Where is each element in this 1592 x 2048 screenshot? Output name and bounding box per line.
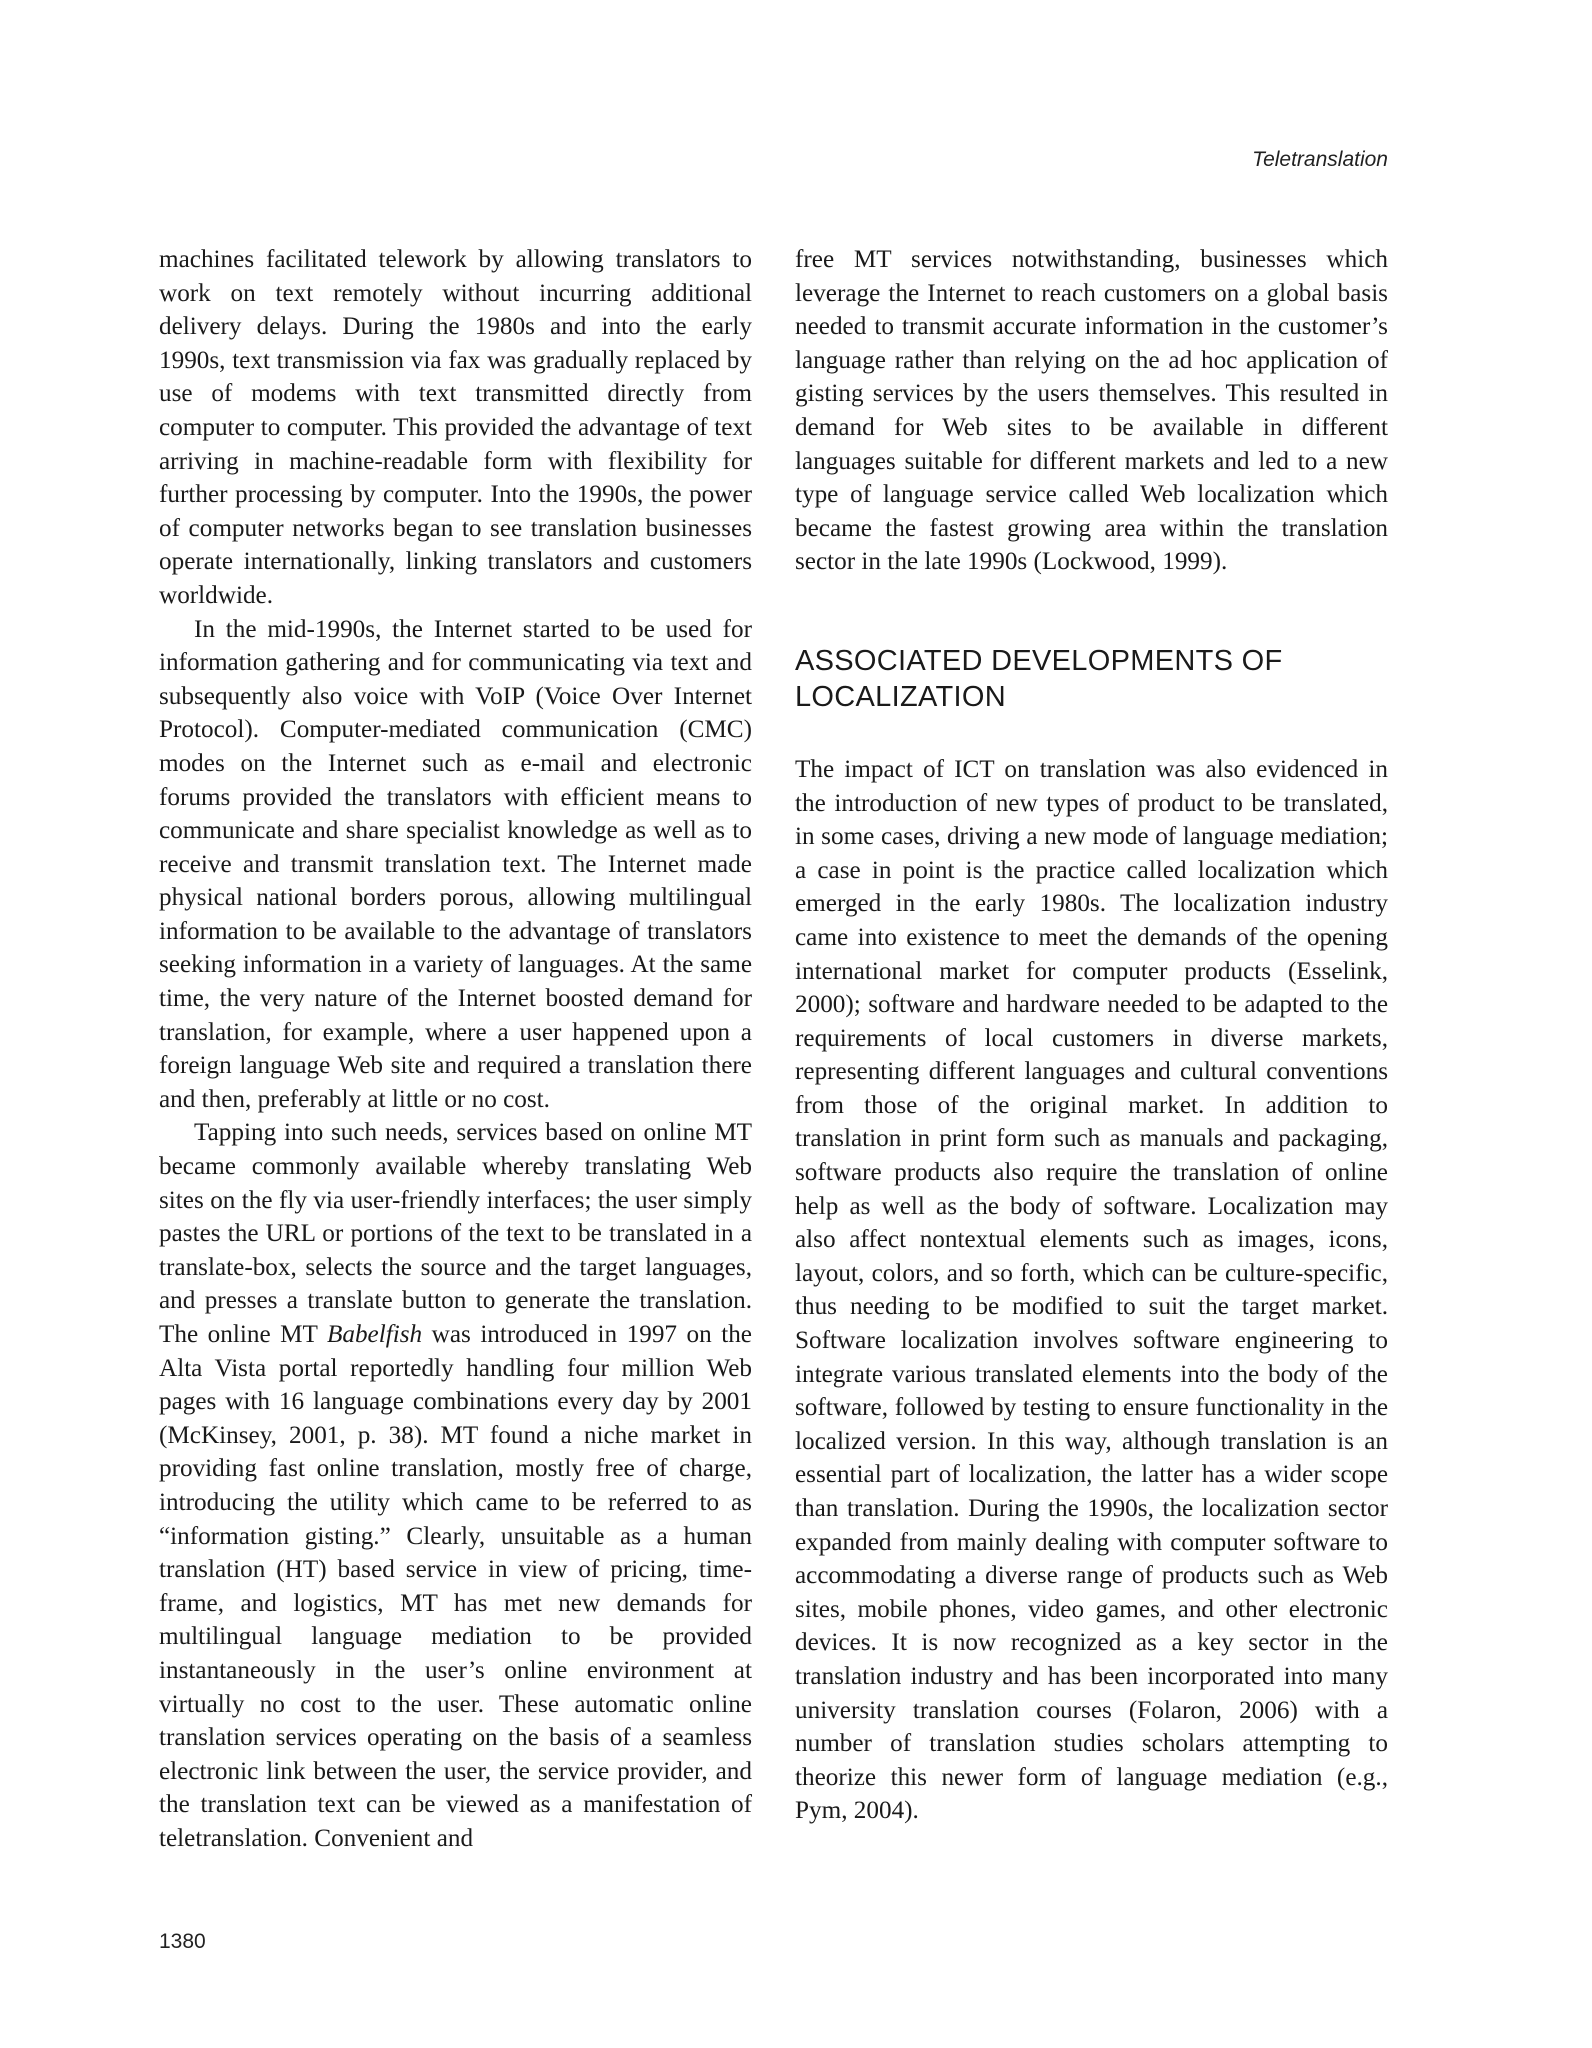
paragraph-internet: In the mid-1990s, the Internet started to be used for information gathering and for communicating via text and subsequently also voice with VoIP (Voice Over Internet Protocol). Computer-mediated communication (CMC) modes on the Internet such as e-mail and electronic forums provided the translators with efficient means to communicate and share specialist knowledge as well as to receive and transmit translation text. The Internet made physical national borders porous, allowing multilingual information to be available to the advantage of translators seeking information in a variety of languages. At the same time, the very nature of the Internet boosted demand for translation, for example, where a user happened upon a foreign language Web site and required a translation there and then, preferably at little or no cost. <box>159 615 752 1113</box>
paragraph-online-mt <box>159 1116 752 1855</box>
paragraph-online-mt-part1: Tapping into such needs, services based on online MT became commonly available whereby translating Web sites on the fly via user-friendly interfaces; the user simply pastes the URL or portions of the text to be translated in a translate-box, selects the source and the target languages, and presses a translate button to generate the translation. The online MT <box>159 1119 752 1348</box>
babelfish-italic: Babelfish <box>326 1321 423 1348</box>
paragraph-web-localization: free MT services notwithstanding, businesses which leverage the Internet to reach customers on a global basis needed to transmit accurate information in the customer’s language rather than relying on the ad hoc application of gisting services by the users themselves. This resulted in demand for Web sites to be available in different languages suitable for different markets and led to a new type of language service called Web localization which became the fastest growing area within the translation sector in the late 1990s (Lockwood, 1999). <box>795 246 1388 576</box>
section-heading: ASSOCIATED DEVELOPMENTS OF LOCALIZATION <box>795 644 1283 713</box>
paragraph-telework: machines facilitated telework by allowing translators to work on text remotely without incurring additional delivery delays. During the 1980s and into the early 1990s, text transmission via fax was gradually replaced by use of modems with text transmitted directly from computer to computer. This provided the advantage of text arriving in machine-readable form with flexibility for further processing by computer. Into the 1990s, the power of computer networks began to see translation businesses operate internationally, linking translators and customers worldwide. <box>159 246 752 609</box>
page-number: 1380 <box>159 1930 206 1953</box>
paragraph-localization: The impact of ICT on translation was also evidenced in the introduction of new types of product to be translated, in some cases, driving a new mode of language mediation; a case in point is the practice called localization which emerged in the early 1980s. The localization industry came into existence to meet the demands of the opening international market for computer products (Esselink, 2000); software and hardware needed to be adapted to the requirements of local customers in diverse markets, representing different languages and cultural conventions from those of the original market. In addition to translation in print form such as manuals and packaging, software products also require the translation of online help as well as the body of software. Localization may also affect nontextual elements such as images, icons, layout, colors, and so forth, which can be culture-specific, thus needing to be modified to suit the target market. Software localization involves software engineering to integrate various translated elements into the body of the software, followed by testing to ensure functionality in the localized version. In this way, although translation is an essential part of localization, the latter has a wider scope than translation. During the 1990s, the localization sector expanded from mainly dealing with computer software to accommodating a diverse range of products such as Web sites, mobile phones, video games, and other electronic devices. It is now recognized as a key sector in the translation industry and has been incorporated into many university translation courses (Folaron, 2006) with a number of translation studies scholars attempting to theorize this newer form of language mediation (e.g., Pym, 2004). <box>795 755 1388 1825</box>
running-head: Teletranslation <box>1252 148 1388 171</box>
left-column <box>159 243 752 1856</box>
paragraph-online-mt-part2: was introduced in 1997 on the Alta Vista portal reportedly handling four million Web pages with 16 language combinations every day by 2001 (McKinsey, 2001, p. 38). MT found a niche market in providing fast online translation, mostly free of charge, introducing the utility which came to be referred to as “information gisting.” Clearly, unsuitable as a human translation (HT) based service in view of pricing, time-frame, and logistics, MT has met new demands for multilingual language mediation to be provided instantaneously in the user’s online environment at virtually no cost to the user. These automatic online translation services operating on the basis of a seamless electronic link between the user, the service provider, and the translation text can be viewed as a manifestation of teletranslation. Convenient and <box>159 1321 752 1852</box>
right-column <box>795 243 1388 1828</box>
